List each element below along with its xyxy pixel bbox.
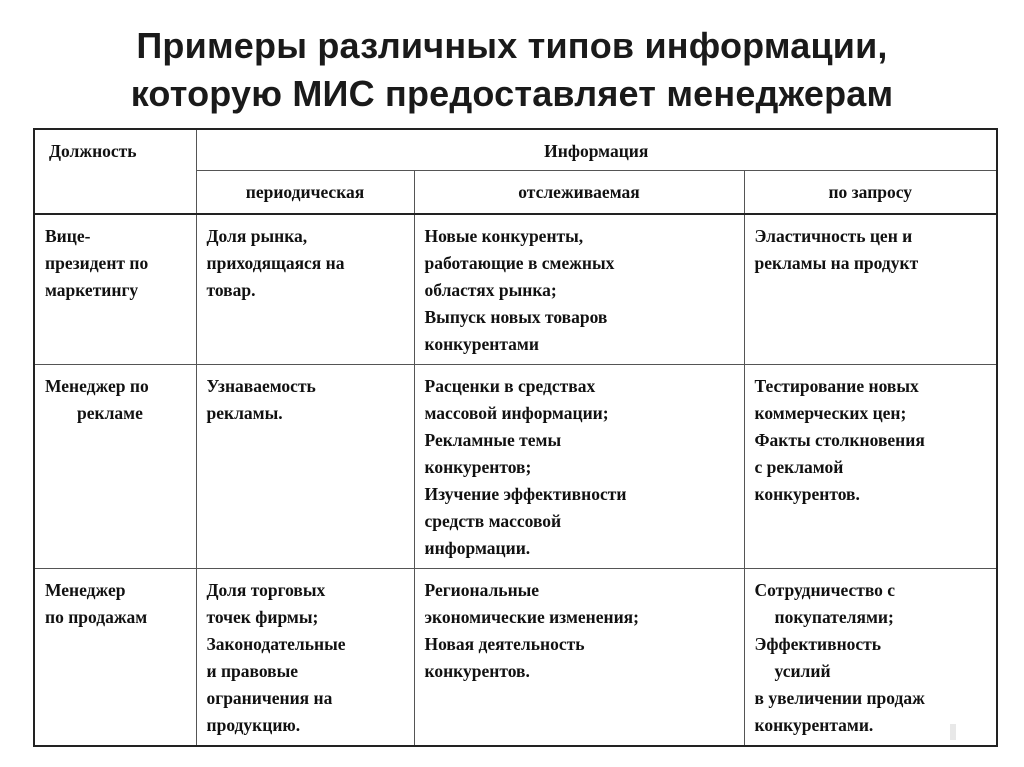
cell-periodic: Доля торговых точек фирмы; Законодательные и правовые ограничения на продукцию. xyxy=(196,569,414,747)
title-line-1: Примеры различных типов информации, xyxy=(136,25,888,66)
cell-position: Менеджер по продажам xyxy=(34,569,196,747)
cell-on-request: Сотрудничество с покупателями; Эффективность усилий в увеличении продаж конкурентами. xyxy=(744,569,997,747)
slide-corner-mark xyxy=(950,724,956,740)
mis-info-table xyxy=(33,128,998,747)
cell-periodic: Узнаваемость рекламы. xyxy=(196,365,414,569)
cell-on-request: Эластичность цен и рекламы на продукт xyxy=(744,214,997,365)
title-line-2: которую МИС предоставляет менеджерам xyxy=(130,73,894,114)
table-row xyxy=(34,365,997,569)
cell-on-request: Тестирование новых коммерческих цен; Факты столкновения с рекламой конкурентов. xyxy=(744,365,997,569)
header-tracked: отслеживаемая xyxy=(414,171,744,215)
page-title xyxy=(0,22,1024,118)
header-position: Должность xyxy=(34,129,196,214)
cell-periodic: Доля рынка, приходящаяся на товар. xyxy=(196,214,414,365)
header-information: Информация xyxy=(196,129,997,171)
cell-position: Менеджер по рекламе xyxy=(34,365,196,569)
header-periodic: периодическая xyxy=(196,171,414,215)
cell-tracked: Региональные экономические изменения; Новая деятельность конкурентов. xyxy=(414,569,744,747)
table-row xyxy=(34,214,997,365)
cell-tracked: Новые конкуренты, работающие в смежных областях рынка; Выпуск новых товаров конкурентами xyxy=(414,214,744,365)
cell-position: Вице- президент по маркетингу xyxy=(34,214,196,365)
table-row xyxy=(34,569,997,747)
header-on-request: по запросу xyxy=(744,171,997,215)
cell-tracked: Расценки в средствах массовой информации; Рекламные темы конкурентов; Изучение эффективности средств массовой информации. xyxy=(414,365,744,569)
